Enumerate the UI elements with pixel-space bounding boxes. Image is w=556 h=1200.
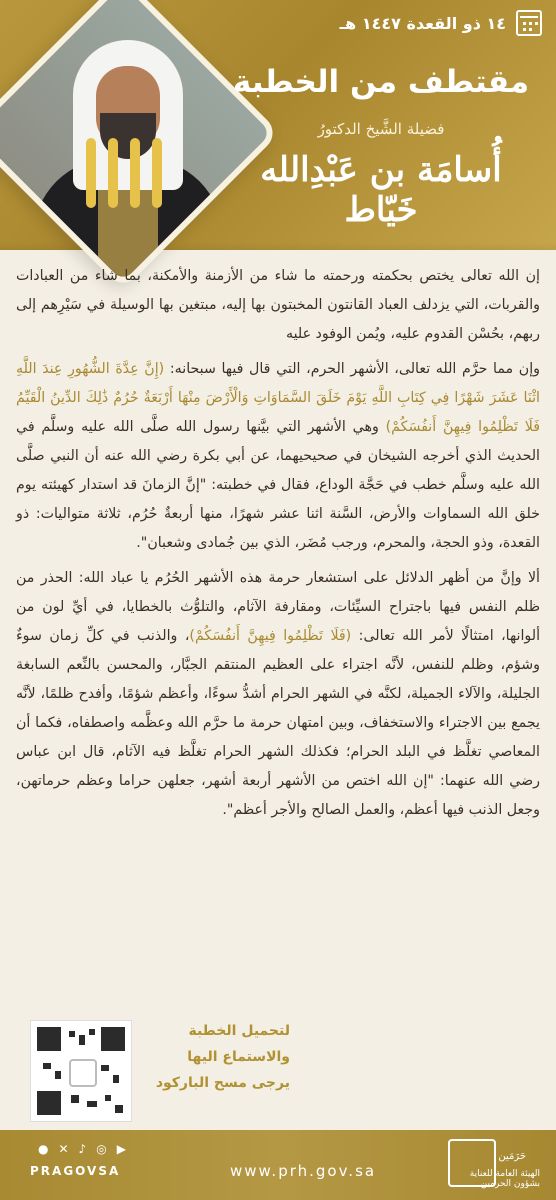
logo-text-main: حَرَمَين	[498, 1151, 526, 1162]
sermon-excerpt	[16, 262, 540, 831]
hijri-date: ١٤ ذو القعدة ١٤٤٧ هـ	[339, 13, 506, 33]
qr-code[interactable]	[30, 1020, 132, 1122]
paragraph-1: إن الله تعالى يختص بحكمته ورحمته ما شاء من الأزمنة والأمكنة، بما شاء من العبادات والقربات، التي يزدلف العباد القانتون المخبتون بها إليه، مبتغين بها الوسيلة في سَيْرِهم إلى ربهم، بحُسْن القدوم عليه، ويُمن الوفود عليه	[16, 268, 540, 342]
paragraph-3-rest: ، والذنب في كلِّ زمان سوءٌ وشؤم، وظلم للنفس، لأنَّه اجتراء على العظيم المنتقم الجبَّار، والمحسن بالنِّعم السابغة الجليلة، والآلاء الجميلة، لكنَّه في الشهر الحرام أشدُّ سوءًا، وأعظم شؤمًا، وأفدح ظلمًا، لأنَّه يجمع بين الاجتراء والاستخفاف، وبين امتهان حرمة ما حرَّم الله وعظَّمه واصطفاه، فكما أن المعاصي تغلَّظ في البلد الحرام؛ فكذلك الشهر الحرام تغلَّظ فيه الآثام، قال ابن عباس رضي الله عنهما: "إن الله اختص من الأشهر أربعة أشهر، جعلهن حراما وعظم حرماتهن، وجعل الذنب فيها أعظم، والعمل الصالح والأجر أعظم".	[16, 628, 540, 818]
tiktok-icon[interactable]: ♪	[78, 1142, 87, 1156]
social-icons	[38, 1142, 126, 1156]
calendar-icon	[516, 10, 542, 36]
cta-line-2: والاستماع اليها	[187, 1049, 290, 1065]
cta-line-3: يرجى مسح الباركود	[155, 1075, 290, 1091]
paragraph-3-intro: ألا وإنَّ من أظهر الدلائل على استشعار حرمة هذه الأشهر الحُرُم يا عباد الله: الحذر من ظلم النفس فيها باجتراح السيِّئات، ومقارفة الآثام، والتلوُّث بالخطايا، في أيِّ لون من ألوانها، امتثالًا لأمر الله تعالى:	[16, 570, 541, 644]
quran-verse-1: (إِنَّ عِدَّةَ الشُّهُورِ عِندَ اللَّهِ اثْنَا عَشَرَ شَهْرًا فِي كِتَابِ اللَّهِ يَوْمَ خَلَقَ السَّمَاوَاتِ وَالْأَرْضَ مِنْهَا أَرْبَعَةٌ حُرُمٌ ذَٰلِكَ الدِّينُ الْقَيِّمُ فَلَا تَظْلِمُوا فِيهِنَّ أَنفُسَكُمْ)	[16, 361, 540, 435]
authority-logo	[444, 1133, 544, 1193]
facebook-icon[interactable]: ●	[38, 1142, 49, 1156]
social-handle: PRAGOVSA	[30, 1164, 121, 1178]
youtube-icon[interactable]: ▶	[116, 1142, 126, 1156]
cta-line-1: لتحميل الخطبة	[188, 1023, 290, 1039]
paragraph-2-rest: وهي الأشهر التي بيَّنها رسول الله صلَّى الله عليه وسلَّم في الحديث الذي أخرجه الشيخان في صحيحيهما، عن أبي بكرة رضي الله عنه أن النبي صلَّى الله عليه وسلَّم خطب في حَجَّة الوداع، فقال في خطبته: "إنَّ الزمانَ قد استدار كهيئته يوم خلق الله السماوات والأرض، السَّنة اثنا عشر شهرًا، منها أربعةٌ حُرُم، ثلاثة متواليات: ذو القعدة، وذو الحجة، والمحرم، ورجب مُضَر، الذي بين جُمادى وشعبان".	[16, 419, 540, 551]
paragraph-3	[16, 564, 540, 825]
x-icon[interactable]: ✕	[58, 1142, 69, 1156]
paragraph-2-intro: وإن مما حرَّم الله تعالى، الأشهر الحرم، التي قال فيها سبحانه:	[164, 361, 540, 377]
speaker-name: أُسامَة بن عَبْدِالله خَيّاط	[260, 150, 502, 230]
download-instructions	[140, 1018, 290, 1096]
logo-text-sub: الهيئة العامة للعناية بشؤون الحرمين	[469, 1169, 540, 1189]
website-link[interactable]: www.prh.gov.sa	[230, 1162, 377, 1180]
quran-verse-2: (فَلَا تَظْلِمُوا فِيهِنَّ أَنفُسَكُمْ)	[189, 628, 352, 644]
speaker-title: فضيلة الشَّيخ الدكتورُ	[317, 120, 445, 138]
date-badge	[340, 8, 542, 38]
paragraph-2	[16, 355, 540, 558]
page-title: مقتطف من الخطبة	[232, 64, 530, 100]
instagram-icon[interactable]: ◎	[96, 1142, 107, 1156]
